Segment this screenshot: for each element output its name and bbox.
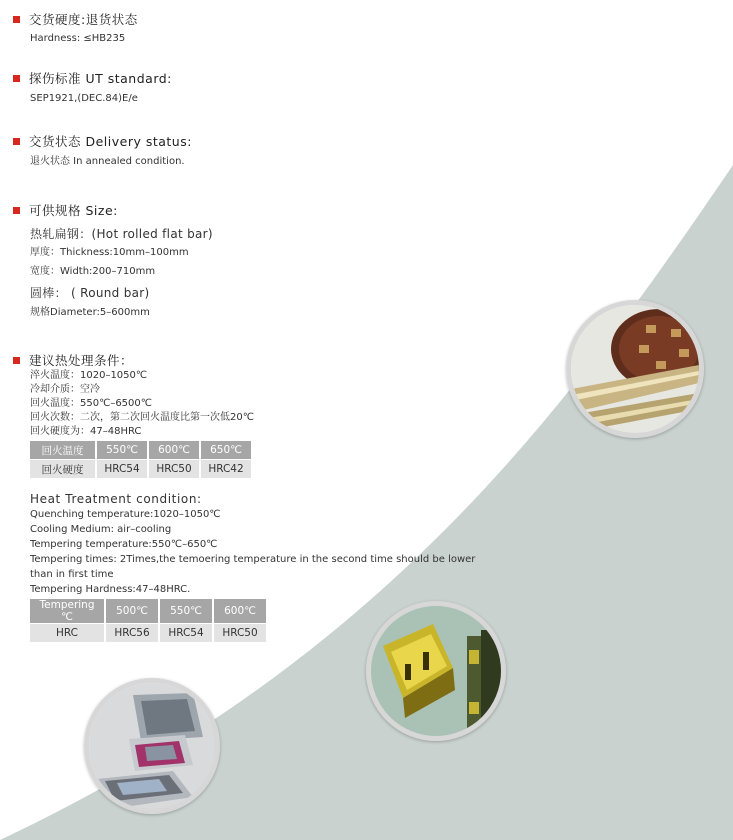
- mold-block-image: [371, 606, 501, 736]
- width-value: 宽度：Width:200–710mm: [30, 266, 156, 277]
- mold-plate-photo: [566, 300, 704, 438]
- table-row: [30, 624, 266, 642]
- diameter-value: 规格Diameter:5–600mm: [30, 307, 150, 318]
- table-header-cell: 回火温度: [30, 441, 95, 459]
- table-header-row: [30, 441, 251, 459]
- heat-en-heading: Heat Treatment condition:: [30, 492, 202, 506]
- table-cell: HRC54: [160, 624, 212, 642]
- mold-block-photo: [366, 601, 506, 741]
- thickness-value: 厚度：Thickness:10mm–100mm: [30, 247, 189, 258]
- table-header-cell: 550℃: [97, 441, 147, 459]
- ut-value: SEP1921,(DEC.84)E/e: [30, 93, 138, 104]
- heat-en-line: Cooling Medium: air–cooling: [30, 524, 172, 535]
- mold-plate-image: [571, 305, 699, 433]
- heat-cn-line: 回火次数：二次，第二次回火温度比第一次低20℃: [30, 412, 254, 423]
- table-row: [30, 460, 251, 478]
- delivery-value: 退火状态 In annealed condition.: [30, 156, 185, 167]
- table-cell: 回火硬度: [30, 460, 95, 478]
- heat-cn-line: 冷却介质：空冷: [30, 384, 100, 395]
- table-header-cell: 550℃: [160, 599, 212, 623]
- table-header-row: [30, 599, 266, 623]
- table-cell: HRC50: [149, 460, 199, 478]
- bullet-icon: [13, 357, 20, 364]
- ut-heading: 探伤标准 UT standard:: [29, 71, 172, 86]
- bullet-icon: [13, 16, 20, 23]
- flat-bar-title: 热轧扁钢：(Hot rolled flat bar): [30, 227, 213, 241]
- heat-cn-line: 淬火温度：1020–1050℃: [30, 370, 148, 381]
- heat-treatment-cn-section: [13, 353, 254, 479]
- die-cast-mold-photo: [84, 678, 220, 814]
- table-cell: HRC50: [214, 624, 266, 642]
- bullet-icon: [13, 207, 20, 214]
- table-header-cell: 600℃: [214, 599, 266, 623]
- bullet-icon: [13, 138, 20, 145]
- table-header-cell: 600℃: [149, 441, 199, 459]
- heat-en-table: [28, 598, 268, 643]
- ut-section: [13, 71, 172, 106]
- size-heading: 可供规格 Size:: [29, 203, 118, 218]
- hardness-heading: 交货硬度:退货状态: [29, 12, 138, 27]
- round-bar-title: 圆棒： ( Round bar): [30, 286, 150, 300]
- table-cell: HRC: [30, 624, 104, 642]
- table-cell: HRC42: [201, 460, 251, 478]
- heat-en-line: Quenching temperature:1020–1050℃: [30, 509, 221, 520]
- table-header-cell: 500℃: [106, 599, 158, 623]
- size-section: [13, 203, 213, 320]
- delivery-section: [13, 134, 192, 169]
- heat-en-line: Tempering Hardness:47–48HRC.: [30, 584, 191, 595]
- table-cell: HRC56: [106, 624, 158, 642]
- delivery-heading: 交货状态 Delivery status:: [29, 134, 192, 149]
- table-header-cell: 650℃: [201, 441, 251, 459]
- heat-en-line: Tempering temperature:550℃–650℃: [30, 539, 218, 550]
- heat-cn-table: [28, 440, 253, 479]
- heat-en-line: than in first time: [30, 569, 114, 580]
- heat-cn-heading: 建议热处理条件：: [29, 353, 134, 368]
- table-cell: HRC54: [97, 460, 147, 478]
- heat-cn-line: 回火硬度为：47–48HRC: [30, 426, 142, 437]
- table-header-cell: Tempering ℃: [30, 599, 104, 623]
- heat-en-line: Tempering times: 2Times,the temoering temperature in the second time should be lower: [30, 554, 476, 565]
- hardness-value: Hardness: ≤HB235: [30, 33, 126, 44]
- heat-cn-line: 回火温度：550℃–6500℃: [30, 398, 152, 409]
- bullet-icon: [13, 75, 20, 82]
- die-cast-mold-image: [89, 683, 215, 809]
- hardness-section: [13, 12, 138, 46]
